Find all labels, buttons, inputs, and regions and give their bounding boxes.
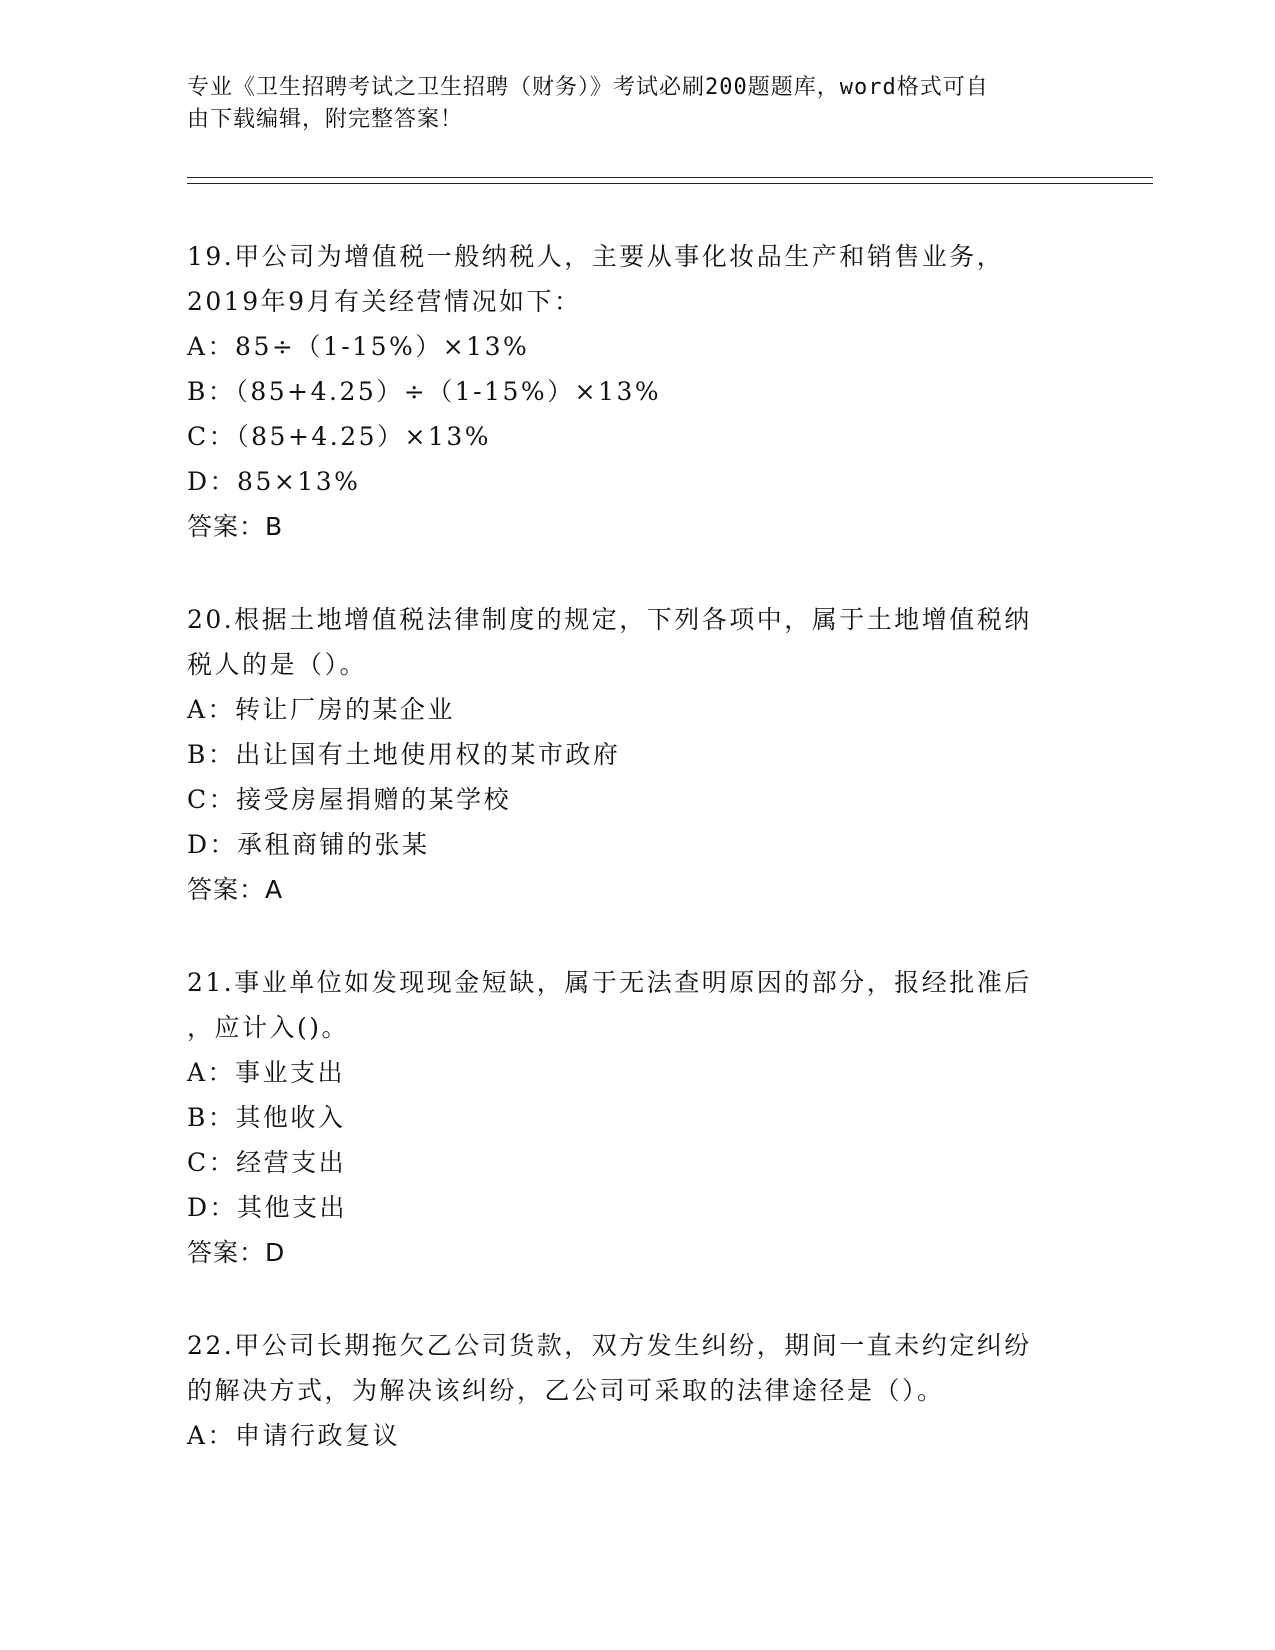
option-b: B：其他收入 xyxy=(187,1103,346,1132)
option-c: C：接受房屋捐赠的某学校 xyxy=(187,785,512,814)
question-stem-line-2: 税人的是（）。 xyxy=(187,650,368,679)
option-c: C：经营支出 xyxy=(187,1148,347,1177)
answer: 答案：B xyxy=(187,512,284,541)
question-stem-line-1: 20.根据土地增值税法律制度的规定，下列各项中，属于土地增值税纳 xyxy=(187,605,1032,634)
option-d: D：85×13% xyxy=(187,467,361,496)
option-d: D：其他支出 xyxy=(187,1193,348,1222)
header-divider-bottom xyxy=(187,183,1153,184)
option-a: A：转让厂房的某企业 xyxy=(187,695,456,724)
question-21 xyxy=(187,960,1087,1275)
question-19 xyxy=(187,234,1087,549)
option-a: A：事业支出 xyxy=(187,1058,346,1087)
question-stem-line-1: 21.事业单位如发现现金短缺，属于无法查明原因的部分，报经批准后 xyxy=(187,968,1032,997)
question-20 xyxy=(187,597,1087,912)
option-b: B：出让国有土地使用权的某市政府 xyxy=(187,740,621,769)
option-d: D：承租商铺的张某 xyxy=(187,830,430,859)
option-b: B：（85+4.25）÷（1-15%）×13% xyxy=(187,377,662,406)
question-stem-line-2: 的解决方式，为解决该纠纷，乙公司可采取的法律途径是（）。 xyxy=(187,1376,945,1405)
header-line-1: 专业《卫生招聘考试之卫生招聘（财务）》考试必刷200题题库，word格式可自 xyxy=(187,75,989,100)
header-line-2: 由下载编辑，附完整答案！ xyxy=(187,107,464,132)
question-stem-line-2: ，应计入()。 xyxy=(187,1013,350,1042)
header-divider-top xyxy=(187,177,1153,178)
option-a: A：申请行政复议 xyxy=(187,1421,401,1450)
answer: 答案：A xyxy=(187,875,284,904)
option-c: C：（85+4.25）×13% xyxy=(187,422,492,451)
option-a: A：85÷（1-15%）×13% xyxy=(187,332,530,361)
document-header xyxy=(187,72,1087,136)
question-stem-line-1: 22.甲公司长期拖欠乙公司货款，双方发生纠纷，期间一直未约定纠纷 xyxy=(187,1331,1032,1360)
question-stem-line-2: 2019年9月有关经营情况如下： xyxy=(187,287,582,316)
question-stem-line-1: 19.甲公司为增值税一般纳税人，主要从事化妆品生产和销售业务， xyxy=(187,242,1005,271)
answer: 答案：D xyxy=(187,1238,286,1267)
question-22 xyxy=(187,1323,1087,1458)
